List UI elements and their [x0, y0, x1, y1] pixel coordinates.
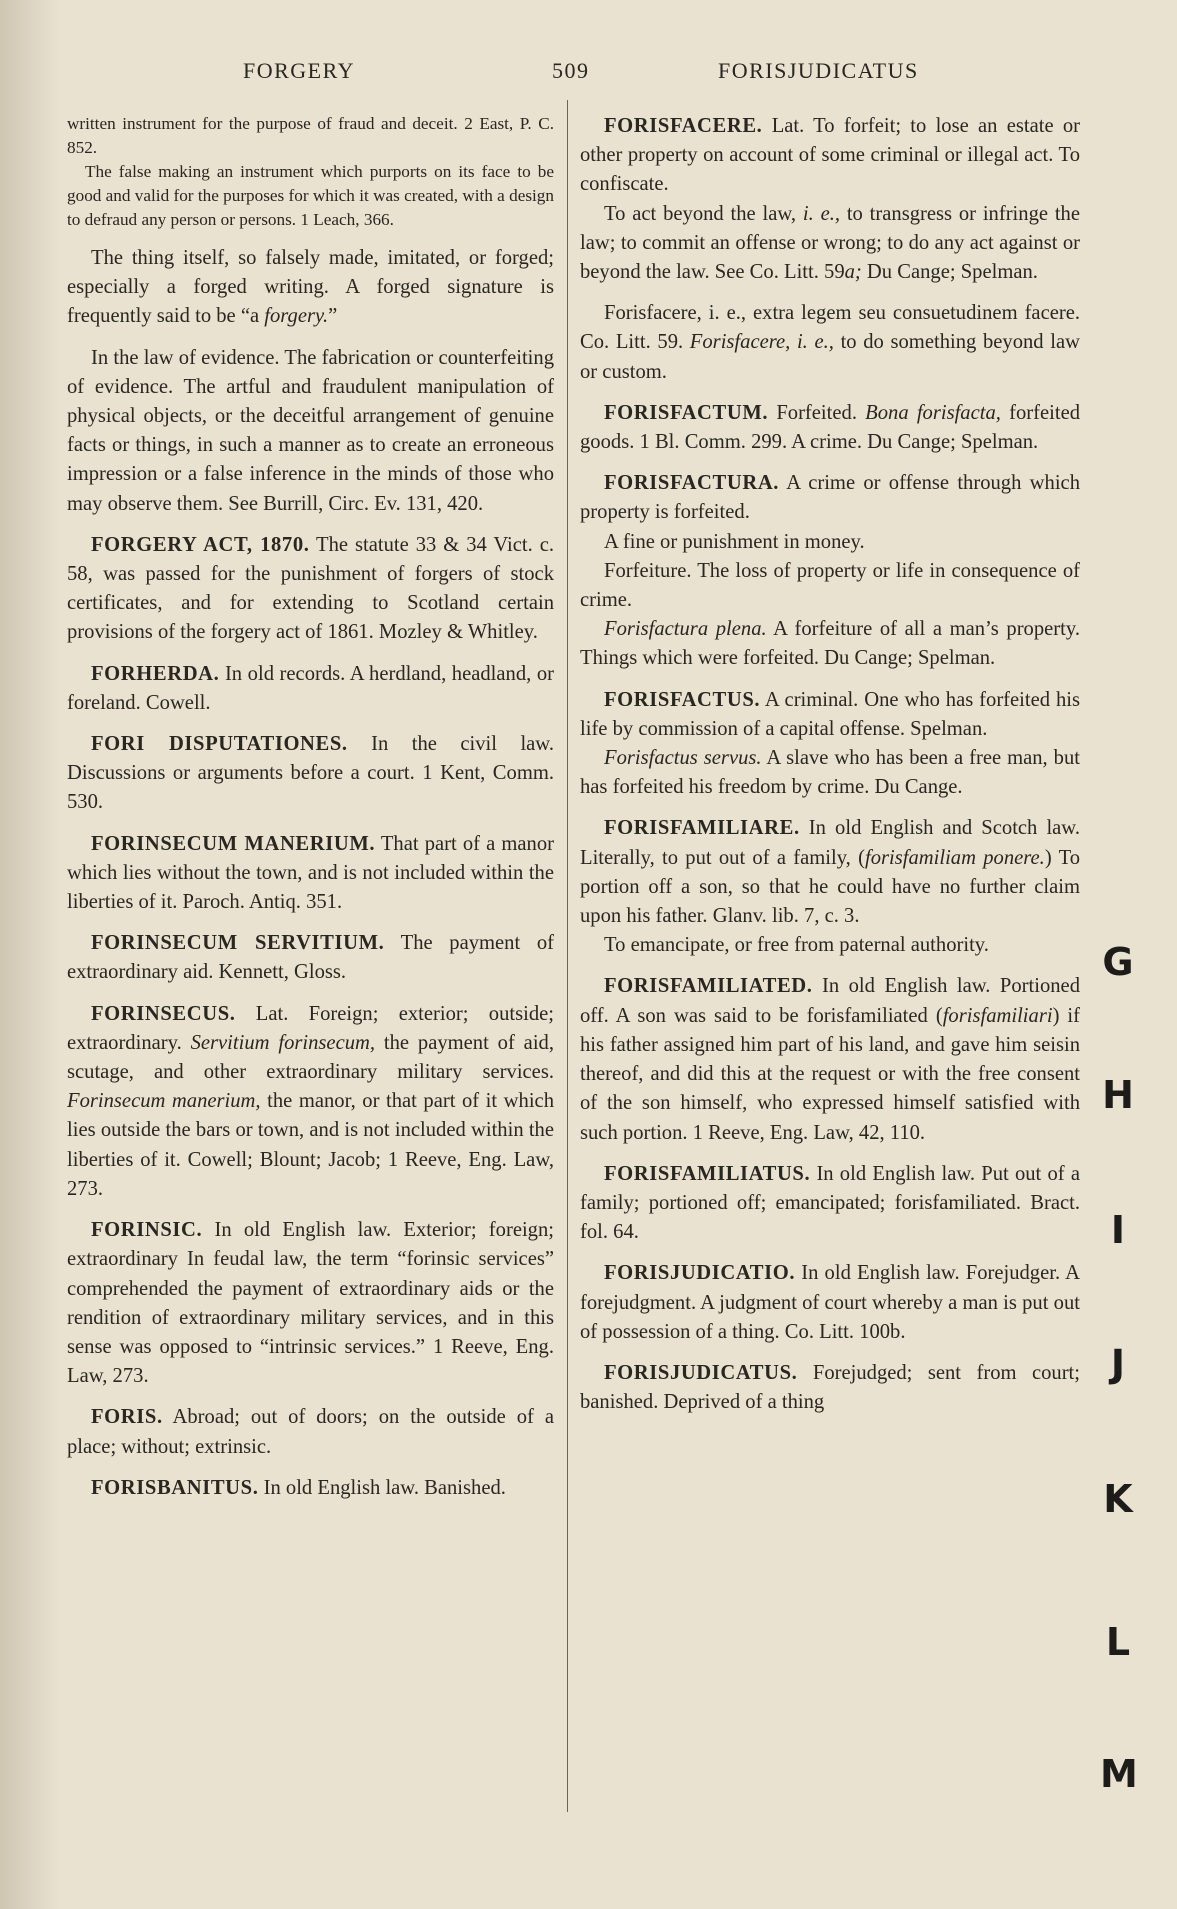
definition: In old English law. Banished. — [258, 1476, 506, 1499]
right-column — [580, 112, 1080, 1429]
headword: FORINSIC. — [91, 1219, 203, 1242]
headword: FORISBANITUS. — [91, 1476, 259, 1499]
headword: FORISFACTURA. — [604, 472, 780, 495]
headword: FORGERY ACT, 1870. — [91, 533, 310, 556]
entry-forgery-evidence — [67, 344, 554, 519]
paragraph: A fine or punishment in money. — [604, 530, 865, 553]
headword: FORHERDA. — [91, 662, 220, 685]
headword: FORIS. — [91, 1406, 163, 1429]
thumb-index-k[interactable]: K — [1103, 1477, 1133, 1521]
header-right-word: FORISJUDICATUS — [718, 58, 919, 83]
definition: In old records. A herdland, headland, or foreland. Cowell. — [67, 662, 554, 714]
headword: FORISFACERE. — [604, 115, 763, 137]
headword: FORISJUDICATIO. — [604, 1262, 796, 1285]
small-text: The false making an instrument which purports on its face to be good and valid for the purposes for which it was created, with a design to defraud any person or persons. 1 Leach, 366. — [67, 162, 554, 229]
entry-forinsecus: FORINSECUS. Lat. Foreign; exterior; outside; extraordinary. Servitium forinsecum, the payment of aid, scutage, and other extraordinary military services. Forinsecum manerium, the manor, or that part of it which lies outside the bars or town, and is not included within the liberties of it. Cowell; Blount; Jacob; 1 Reeve, Eng. Law, 273. — [67, 1002, 554, 1200]
definition: Forejudged; sent from court; banished. Deprived of a thing — [580, 1361, 1080, 1414]
definition: In the civil law. Discussions or arguments before a court. 1 Kent, Comm. 530. — [67, 733, 554, 814]
entry-forisfamiliare: FORISFAMILIARE. In old English and Scotch law. Literally, to put out of a family, (forisfamiliam ponere.) To portion off a son, so that he could have no further claim upon his father. Glanv. lib. 7, c. 3. To emancipate, or free from paternal authority. — [580, 814, 1080, 960]
entry-forisbanitus — [67, 1474, 554, 1503]
entry-forisfamiliatus — [580, 1160, 1080, 1248]
definition: In old English law. Exterior; foreign; extraordinary In feudal law, the term “forinsic services” comprehended the payment of extraordinary aids or the rendition of extraordinary military services, and in this sense was opposed to “intrinsic services.” 1 Reeve, Eng. Law, 273. — [67, 1219, 554, 1388]
headword: FORISFACTUM. — [604, 401, 769, 424]
headword: FORISFAMILIATUS. — [604, 1162, 811, 1185]
page-number: 509 — [552, 58, 590, 83]
left-column — [67, 112, 554, 1515]
column-divider — [567, 100, 568, 1812]
entry-forisfactum: FORISFACTUM. Forfeited. Bona forisfacta, forfeited goods. 1 Bl. Comm. 299. A crime. Du Cange; Spelman. — [580, 401, 1081, 454]
thumb-index-h[interactable]: H — [1102, 1073, 1134, 1117]
paragraph: The thing itself, so falsely made, imitated, or forged; especially a forged writing. A forged signature is frequently said to be “a forgery.” — [67, 247, 554, 328]
definition: That part of a manor which lies without the town, and is not included within the liberties of it. Paroch. Antiq. 351. — [67, 832, 554, 914]
entry-forisfacere-maxim: Forisfacere, i. e., extra legem seu consuetudinem facere. Co. Litt. 59. Forisfacere, i. e., to do something beyond law or custom. — [580, 302, 1080, 383]
thumb-index-m[interactable]: M — [1100, 1752, 1138, 1796]
thumb-index-j[interactable]: J — [1110, 1342, 1126, 1386]
thumb-index-g[interactable]: G — [1102, 940, 1134, 984]
headword: FORINSECUS. — [91, 1002, 236, 1025]
entry-forisfamiliated: FORISFAMILIATED. In old English law. Portioned off. A son was said to be forisfamiliated (forisfamiliari) if his father assigned him part of his land, and gave him seisin thereof, and did this at the request or with the free consent of the son himself, who expressed himself satisfied with such portion. 1 Reeve, Eng. Law, 42, 110. — [580, 975, 1080, 1144]
headword: FORISFAMILIATED. — [604, 975, 813, 998]
entry-forisfactura: FORISFACTURA. A crime or offense through which property is forfeited. A fine or punishment in money. Forfeiture. The loss of property or life in consequence of crime. Forisfactura plena. A forfeiture of all a man’s property. Things which were forfeited. Du Cange; Spelman. — [580, 472, 1080, 670]
running-header — [0, 58, 1177, 98]
header-left-word: FORGERY — [243, 58, 355, 83]
definition: Abroad; out of doors; on the outside of a place; without; extrinsic. — [67, 1406, 554, 1458]
entry-forinsic — [67, 1216, 554, 1391]
entry-forgery-act — [67, 531, 554, 648]
headword: FORISFAMILIARE. — [604, 817, 800, 840]
entry-forherda — [67, 660, 554, 718]
entry-forisfactus: FORISFACTUS. A criminal. One who has forfeited his life by commission of a capital offense. Spelman. Forisfactus servus. A slave who has been a free man, but has forfeited his freedom by crime. Du Cange. — [580, 688, 1080, 799]
page-edge-shadow — [0, 0, 60, 1909]
entry-forisjudicatio — [580, 1259, 1080, 1347]
entry-fori-disputationes — [67, 730, 554, 818]
definition: In old English law. Forejudger. A forejudgment. A judgment of court whereby a man is put out of possession of a thing. Co. Litt. 100b. — [580, 1262, 1080, 1343]
headword: FORINSECUM SERVITIUM. — [91, 932, 385, 955]
entry-foris — [67, 1403, 554, 1461]
definition: The payment of extraordinary aid. Kennett, Gloss. — [67, 932, 554, 984]
paragraph: Forfeiture. The loss of property or life in consequence of crime. — [580, 559, 1080, 612]
small-text: written instrument for the purpose of fraud and deceit. 2 East, P. C. 852. — [67, 114, 554, 157]
definition: In old English law. Put out of a family; portioned off; emancipated; forisfamiliated. Bract. fol. 64. — [580, 1162, 1080, 1244]
headword: FORI DISPUTATIONES. — [91, 733, 348, 756]
headword: FORISFACTUS. — [604, 688, 761, 711]
thumb-index-i[interactable]: I — [1110, 1208, 1126, 1252]
entry-forisfacere: FORISFACERE. Lat. To forfeit; to lose an estate or other property on account of some criminal or illegal act. To confiscate. To act beyond the law, i. e., to transgress or infringe the law; to commit an offense or wrong; to do any act against or beyond the law. See Co. Litt. 59a; Du Cange; Spelman. — [580, 115, 1080, 284]
paragraph: To emancipate, or free from paternal authority. — [604, 934, 989, 957]
entry-forinsecum-servitium — [67, 929, 554, 987]
entry-forgery-thing — [67, 244, 554, 332]
paragraph: In the law of evidence. The fabrication or counterfeiting of evidence. The artful and fraudulent manipulation of physical objects, or the deceitful arrangement of genuine facts or things, in such a manner as to create an erroneous impression or a false inference in the minds of those who may observe them. See Burrill, Circ. Ev. 131, 420. — [67, 346, 554, 515]
thumb-index-l[interactable]: L — [1105, 1620, 1131, 1664]
headword: FORINSECUM MANERIUM. — [91, 832, 376, 855]
entry-forgery-continued — [67, 112, 554, 232]
entry-forisjudicatus — [580, 1359, 1080, 1417]
headword: FORISJUDICATUS. — [604, 1361, 798, 1384]
entry-forinsecum-manerium — [67, 830, 554, 918]
definition: The statute 33 & 34 Vict. c. 58, was passed for the punishment of forgers of stock certificates, and for extending to Scotland certain provisions of the forgery act of 1861. Mozley & Whitley. — [67, 533, 554, 644]
